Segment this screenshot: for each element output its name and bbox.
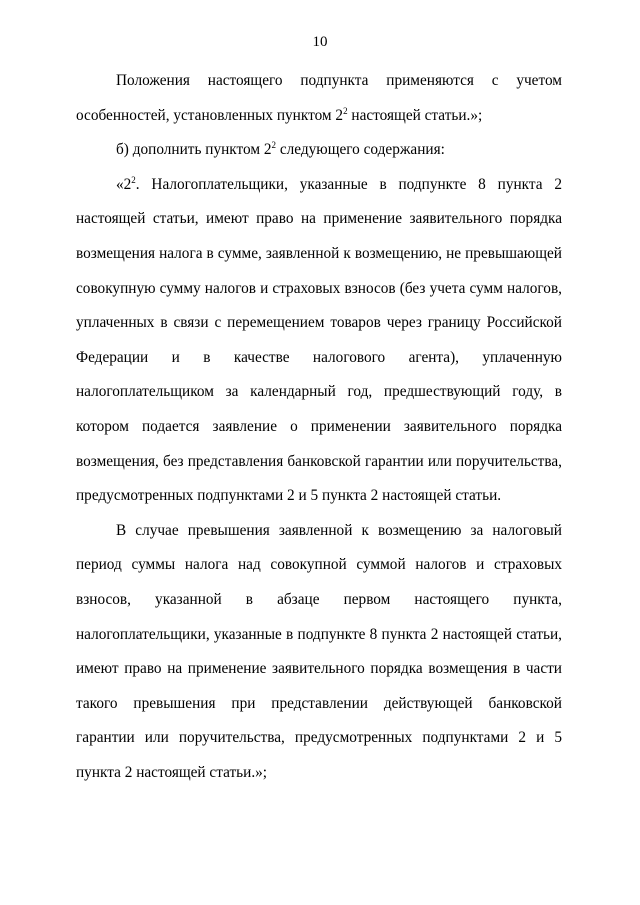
word: подпункта: [300, 72, 369, 89]
superscript: 2: [131, 174, 136, 185]
paragraph-1: [76, 64, 562, 133]
paragraph-4: В случае превышения заявленной к возмещению за налоговый период суммы налога над совокупной суммой налогов и страховых взносов, указанной в абзаце первом настоящего пункта, налогоплательщики, указанные в подпункте 8 пункта 2 настоящей статьи, имеют право на применение заявительного порядка возмещения в части такого превышения при представлении действующей банковской гарантии или поручительства, предусмотренных подпунктами 2 и 5 пункта 2 настоящей статьи.»;: [76, 521, 562, 781]
text-run: особенностей, установленных пунктом 2: [76, 106, 344, 124]
text-run: . Налогоплательщики, указанные в подпункте 8 пункта 2 настоящей статьи, имеют право на применение заявительного порядка возмещения налога в сумме, заявленной к возмещению, не превышающей совокупную сумму налогов и страховых взносов (без учета сумм налогов, уплаченных в связи с перемещением товаров через границу Российской Федерации и в качестве налогового агента), уплаченную налогоплательщиком за календарный год, предшествующий году, в котором подается заявление о применении заявительного порядка возмещения, без представления банковской гарантии или поручительства, предусмотренных подпунктами 2 и 5 пункта 2 настоящей статьи.: [76, 175, 562, 505]
superscript: 2: [343, 105, 348, 116]
word: учетом: [516, 72, 562, 89]
word: настоящего: [207, 72, 283, 89]
superscript: 2: [271, 140, 277, 151]
paragraph-2: [76, 133, 562, 168]
word: применяются: [386, 72, 474, 89]
word: с: [491, 72, 499, 89]
text-run: следующего содержания:: [276, 141, 445, 159]
word: Положения: [116, 72, 190, 89]
text-run: б) дополнить пунктом 2: [116, 141, 272, 159]
paragraph-1-line-2: [76, 99, 562, 134]
paragraph-3: [76, 168, 562, 514]
page-number: 10: [312, 34, 328, 50]
document-body: [76, 64, 562, 790]
text-run: «2: [116, 175, 132, 193]
paragraph-1-line-1: [76, 64, 562, 99]
text-run: настоящей статьи.»;: [347, 106, 483, 124]
